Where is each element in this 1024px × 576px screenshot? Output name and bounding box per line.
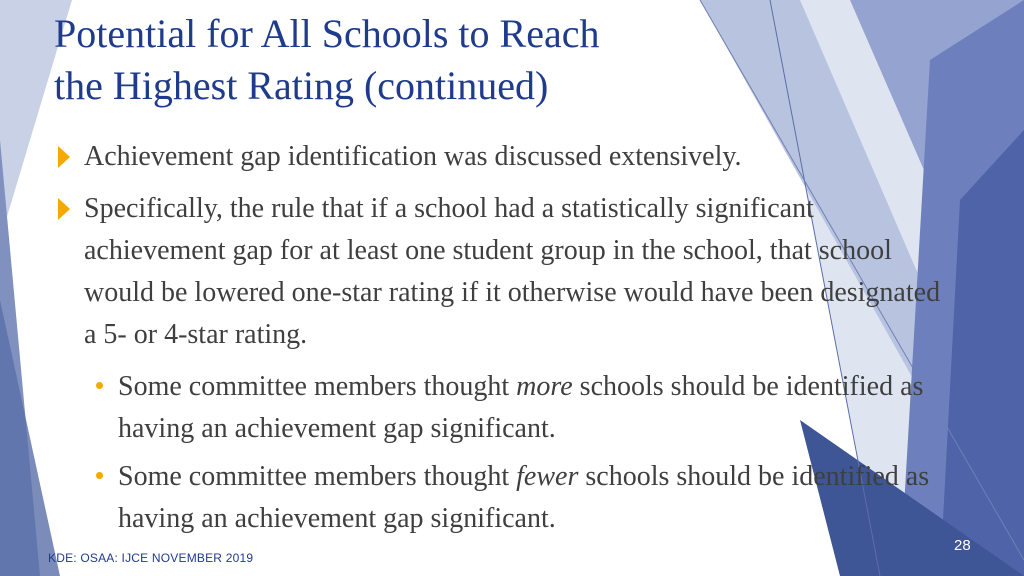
page-number: 28 [954, 537, 971, 554]
bullet-2 [56, 188, 956, 356]
sub-bullet-1-emphasis: more [516, 371, 573, 402]
bullet-1-text: Achievement gap identification was discussed extensively. [84, 141, 742, 172]
slide-title [54, 8, 754, 112]
dot-bullet-icon [96, 472, 103, 479]
bullet-1 [56, 136, 956, 178]
sub-bullet-2-after: schools should be identified as having an achievement gap significant. [118, 461, 930, 534]
sub-bullet-1-before: Some committee members thought [118, 371, 517, 402]
slide-content [56, 136, 956, 546]
arrow-bullet-icon [58, 198, 70, 220]
title-line-2: the Highest Rating (continued) [54, 63, 549, 108]
arrow-bullet-icon [58, 146, 70, 168]
sub-bullet-2-before: Some committee members thought [118, 461, 517, 492]
sub-bullet-1 [56, 366, 956, 450]
sub-bullet-2 [56, 456, 956, 540]
sub-bullet-2-emphasis: fewer [516, 461, 579, 492]
footer-text: KDE: OSAA: IJCE NOVEMBER 2019 [48, 551, 254, 565]
dot-bullet-icon [96, 382, 103, 389]
title-line-1: Potential for All Schools to Reach [54, 11, 600, 56]
bullet-2-text: Specifically, the rule that if a school had a statistically significant achievement gap for at least one student group in the school, that school would be lowered one-star rating if it otherwise would have been designated a 5- or 4-star rating. [84, 193, 941, 350]
sub-bullet-1-after: schools should be identified as having an achievement gap significant. [118, 371, 924, 444]
